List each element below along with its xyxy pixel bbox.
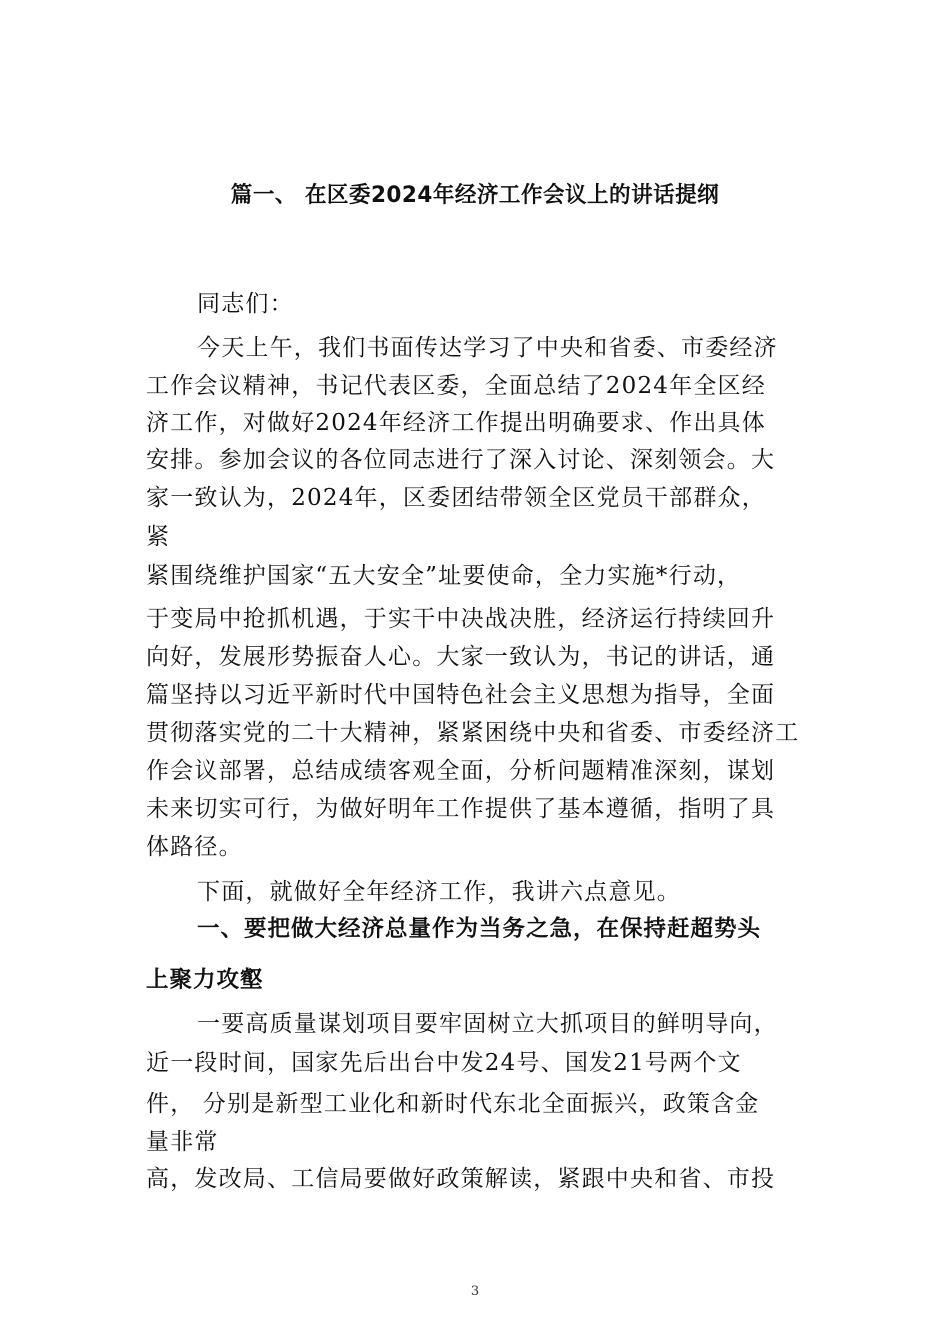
- section-heading: 一、要把做大经济总量作为当务之急，在保持赶超势头: [197, 916, 762, 942]
- body-line: 安排。参加会议的各位同志进行了深入讨论、深刻领会。大: [146, 447, 776, 473]
- body-line: 件， 分别是新型工业化和新时代东北全面振兴，政策含金: [146, 1091, 760, 1117]
- body-line: 紧围绕维护国家“五大安全”址要使命，全力实施*行动，: [146, 563, 742, 589]
- body-line: 量非常: [146, 1129, 219, 1155]
- body-line: 体路径。: [146, 834, 243, 860]
- body-line: 近一段时间，国家先后出台中发24号、国发21号两个文: [146, 1050, 742, 1076]
- body-line: 济工作，对做好2024年经济工作提出明确要求、作出具体: [146, 410, 766, 436]
- body-line: 篇坚持以习近平新时代中国特色社会主义思想为指导，全面: [146, 682, 776, 708]
- body-line: 紧: [146, 524, 171, 550]
- salutation: 同志们：: [197, 291, 294, 317]
- body-line: 向好，发展形势振奋人心。大家一致认为，书记的讲话，通: [146, 644, 776, 670]
- document-title: 篇一、 在区委2024年经济工作会议上的讲话提纲: [230, 183, 720, 208]
- body-line: 高，发改局、工信局要做好政策解读，紧跟中央和省、市投: [146, 1166, 776, 1192]
- body-line: 今天上午，我们书面传达学习了中央和省委、市委经济: [197, 335, 778, 361]
- body-line: 工作会议精神，书记代表区委，全面总结了2024年全区经: [146, 373, 766, 399]
- body-line: 贯彻落实党的二十大精神，紧紧困绕中央和省委、市委经济工: [146, 720, 800, 746]
- section-heading: 上聚力攻壑: [146, 967, 264, 993]
- body-line: 下面，就做好全年经济工作，我讲六点意见。: [197, 879, 681, 905]
- body-line: 作会议部署，总结成绩客观全面，分析问题精准深刻，谋划: [146, 758, 776, 784]
- body-line: 未来切实可行，为做好明年工作提供了基本遵循，指明了具: [146, 796, 776, 822]
- body-line: 家一致认为，2024年，区委团结带领全区党员干部群众，: [146, 485, 766, 511]
- body-line: 一要高质量谋划项目要牢固树立大抓项目的鲜明导向，: [197, 1011, 778, 1037]
- body-line: 于变局中抢抓机遇，于实干中决战决胜，经济运行持续回升: [146, 606, 776, 632]
- page-number: 3: [470, 1284, 480, 1299]
